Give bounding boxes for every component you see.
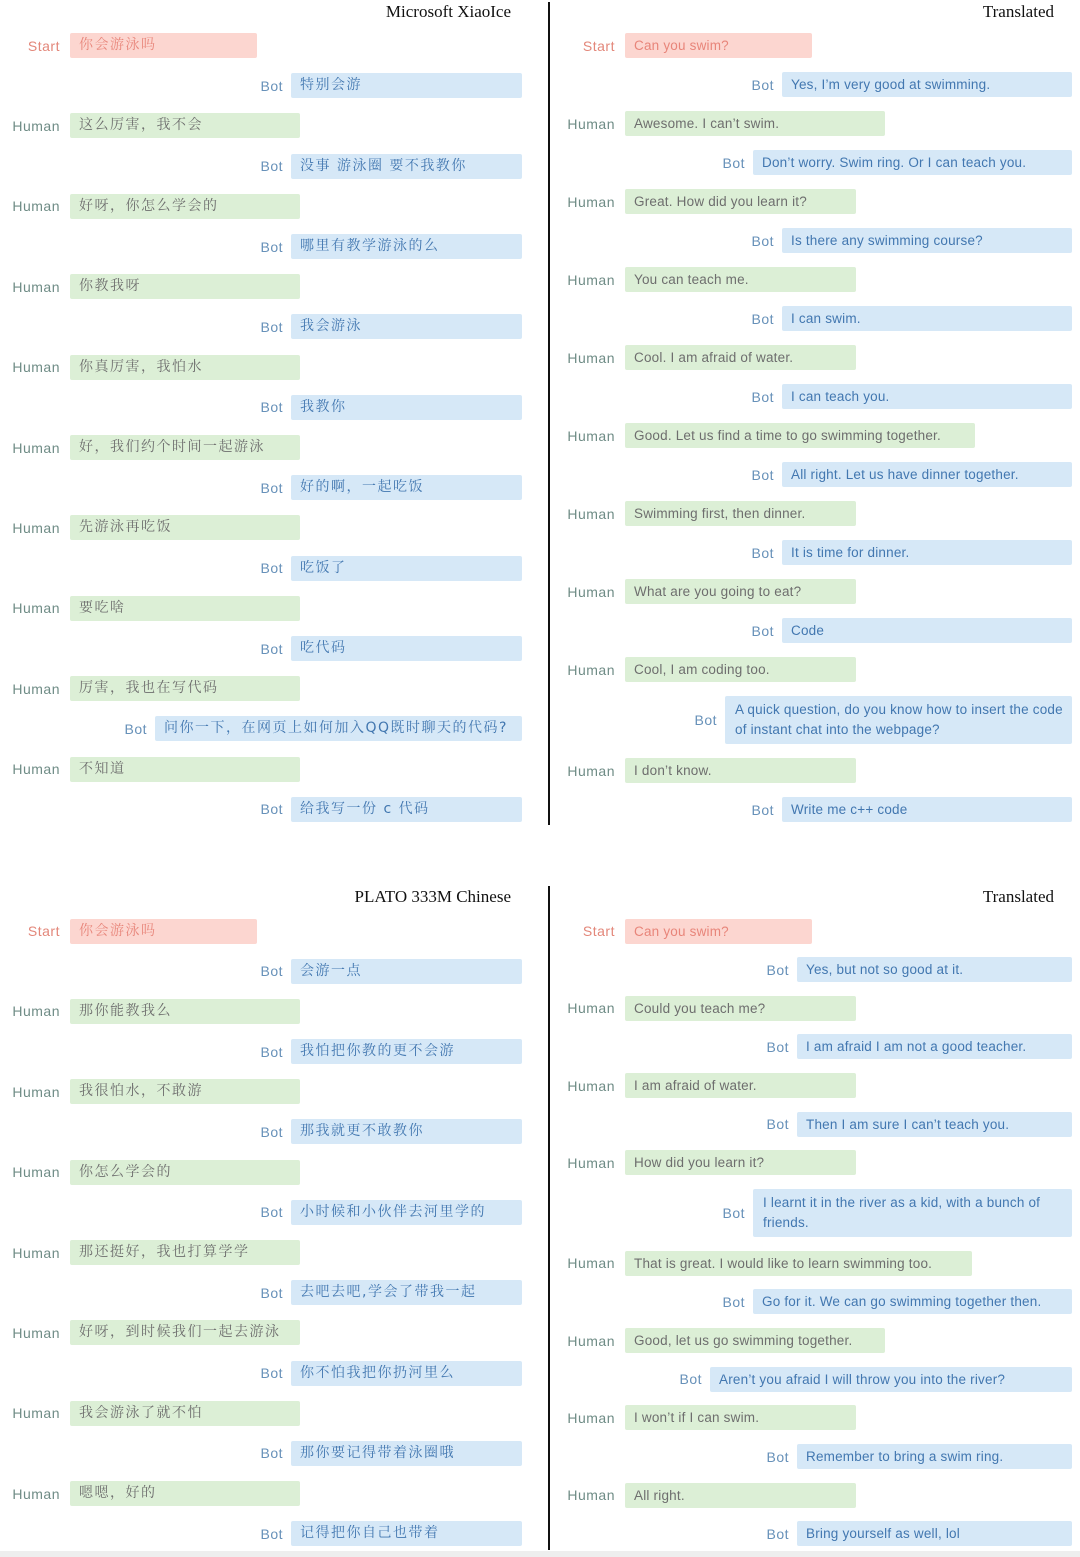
bot-message-row <box>0 797 548 822</box>
human-speaker-label: Human <box>567 1000 615 1017</box>
bot-message-bubble: Is there any swimming course? <box>782 228 1072 253</box>
bot-message-bubble: 特别会游 <box>291 73 522 98</box>
human-message-bubble: 好呀，到时候我们一起去游泳 <box>70 1320 300 1345</box>
dialogue-panel-xiaoice-translated <box>550 0 1080 840</box>
conversation <box>0 33 548 822</box>
human-speaker-label: Human <box>12 1244 60 1261</box>
human-message-bubble: 嗯嗯，好的 <box>70 1481 300 1506</box>
human-message-bubble: Swimming first, then dinner. <box>625 501 856 526</box>
human-message-row <box>550 758 1080 783</box>
human-speaker-label: Human <box>567 583 615 600</box>
human-message-row <box>0 515 548 540</box>
bot-message-row <box>0 1441 548 1466</box>
bot-speaker-label: Bot <box>751 544 774 561</box>
human-message-bubble: You can teach me. <box>625 267 856 292</box>
bot-message-bubble: 我教你 <box>291 395 522 420</box>
human-message-row <box>0 999 548 1024</box>
human-message-bubble: 你真厉害，我怕水 <box>70 355 300 380</box>
bot-speaker-label: Bot <box>260 158 283 175</box>
bot-message-row <box>550 1444 1080 1469</box>
bot-speaker-label: Bot <box>124 720 147 737</box>
bot-speaker-label: Bot <box>722 1205 745 1222</box>
bot-speaker-label: Bot <box>751 388 774 405</box>
bot-message-row <box>0 1119 548 1144</box>
human-message-bubble: 要吃啥 <box>70 596 300 621</box>
bot-message-row <box>550 540 1080 565</box>
dialogue-panel-xiaoice-chinese <box>0 0 548 840</box>
bot-speaker-label: Bot <box>260 1204 283 1221</box>
bot-message-row <box>0 1039 548 1064</box>
human-message-row <box>550 1150 1080 1175</box>
human-message-row <box>550 1328 1080 1353</box>
human-message-bubble: 好，我们约个时间一起游泳 <box>70 435 300 460</box>
bot-message-bubble: A quick question, do you know how to insert the code of instant chat into the webpage? <box>725 696 1072 744</box>
bot-message-row <box>0 234 548 259</box>
human-speaker-label: Human <box>567 1077 615 1094</box>
bot-speaker-label: Bot <box>766 961 789 978</box>
bot-speaker-label: Bot <box>751 466 774 483</box>
panel-title: PLATO 333M Chinese <box>354 887 511 906</box>
panel-title: Microsoft XiaoIce <box>385 2 511 21</box>
human-message-bubble: 你教我呀 <box>70 274 300 299</box>
human-message-bubble: 你怎么学会的 <box>70 1160 300 1185</box>
human-message-row <box>0 1481 548 1506</box>
human-speaker-label: Human <box>12 1083 60 1100</box>
bot-speaker-label: Bot <box>260 801 283 818</box>
human-speaker-label: Human <box>567 505 615 522</box>
bot-message-bubble: 问你一下，在网页上如何加入QQ既时聊天的代码? <box>155 716 522 741</box>
bot-message-row <box>550 797 1080 822</box>
bot-message-bubble: 你不怕我把你扔河里么 <box>291 1361 522 1386</box>
bot-message-bubble: 给我写一份 c 代码 <box>291 797 522 822</box>
human-speaker-label: Human <box>567 115 615 132</box>
bot-message-bubble: Don’t worry. Swim ring. Or I can teach you. <box>753 150 1072 175</box>
human-speaker-label: Human <box>567 762 615 779</box>
panel-title: Translated <box>982 2 1054 21</box>
human-message-bubble: Could you teach me? <box>625 996 856 1021</box>
human-message-bubble: Good. Let us find a time to go swimming together. <box>625 423 975 448</box>
start-message-row <box>0 33 548 58</box>
human-message-bubble: All right. <box>625 1483 856 1508</box>
human-speaker-label: Human <box>567 271 615 288</box>
start-message-row <box>0 919 548 944</box>
bot-message-row <box>0 395 548 420</box>
bot-message-bubble: Write me c++ code <box>782 797 1072 822</box>
human-speaker-label: Human <box>12 1324 60 1341</box>
human-message-row <box>550 657 1080 682</box>
bot-message-row <box>0 959 548 984</box>
human-speaker-label: Human <box>12 1003 60 1020</box>
human-message-bubble: 那还挺好，我也打算学学 <box>70 1240 300 1265</box>
human-message-bubble: I don’t know. <box>625 758 856 783</box>
start-message-row <box>550 33 1080 58</box>
human-message-bubble: 不知道 <box>70 757 300 782</box>
human-message-row <box>550 189 1080 214</box>
human-message-row <box>0 355 548 380</box>
start-message-bubble: 你会游泳吗 <box>70 33 257 58</box>
bot-message-row <box>0 636 548 661</box>
bot-message-row <box>550 1521 1080 1546</box>
bot-message-bubble: 好的啊，一起吃饭 <box>291 475 522 500</box>
bot-message-bubble: Yes, but not so good at it. <box>797 957 1072 982</box>
human-message-row <box>0 1079 548 1104</box>
human-message-row <box>0 1320 548 1345</box>
bot-message-bubble: It is time for dinner. <box>782 540 1072 565</box>
human-message-row <box>550 267 1080 292</box>
start-message-bubble: 你会游泳吗 <box>70 919 257 944</box>
human-speaker-label: Human <box>567 427 615 444</box>
bot-message-bubble: 吃饭了 <box>291 556 522 581</box>
human-message-bubble: How did you learn it? <box>625 1150 856 1175</box>
bot-speaker-label: Bot <box>260 640 283 657</box>
human-message-row <box>0 113 548 138</box>
human-speaker-label: Human <box>567 1409 615 1426</box>
bot-speaker-label: Bot <box>260 1445 283 1462</box>
start-message-bubble: Can you swim? <box>625 33 812 58</box>
bot-speaker-label: Bot <box>751 801 774 818</box>
bot-message-row <box>0 556 548 581</box>
bot-speaker-label: Bot <box>766 1038 789 1055</box>
bot-speaker-label: Bot <box>260 963 283 980</box>
bot-message-row <box>550 72 1080 97</box>
human-message-row <box>550 345 1080 370</box>
human-message-bubble: Awesome. I can’t swim. <box>625 111 885 136</box>
human-message-bubble: That is great. I would like to learn swimming too. <box>625 1251 972 1276</box>
bot-speaker-label: Bot <box>722 154 745 171</box>
bot-message-row <box>0 1280 548 1305</box>
bot-speaker-label: Bot <box>260 560 283 577</box>
human-message-bubble: 先游泳再吃饭 <box>70 515 300 540</box>
bot-speaker-label: Bot <box>260 1525 283 1542</box>
human-speaker-label: Human <box>12 1164 60 1181</box>
bot-speaker-label: Bot <box>751 232 774 249</box>
bot-message-bubble: 哪里有教学游泳的么 <box>291 234 522 259</box>
bot-speaker-label: Bot <box>260 77 283 94</box>
dialogue-panel-plato-translated <box>550 885 1080 1550</box>
human-message-row <box>0 1240 548 1265</box>
bot-message-row <box>550 618 1080 643</box>
bot-speaker-label: Bot <box>751 622 774 639</box>
human-speaker-label: Human <box>12 439 60 456</box>
start-speaker-label: Start <box>27 923 60 939</box>
human-message-bubble: I won’t if I can swim. <box>625 1405 856 1430</box>
start-message-row <box>550 919 1080 944</box>
human-speaker-label: Human <box>12 600 60 617</box>
bot-message-bubble: 会游一点 <box>291 959 522 984</box>
human-message-bubble: I am afraid of water. <box>625 1073 856 1098</box>
bot-message-bubble: 没事 游泳圈 要不我教你 <box>291 154 522 179</box>
human-message-row <box>550 1483 1080 1508</box>
bot-message-bubble: Code <box>782 618 1072 643</box>
bot-message-bubble: I can teach you. <box>782 384 1072 409</box>
human-speaker-label: Human <box>12 198 60 215</box>
human-message-row <box>550 1251 1080 1276</box>
bot-message-bubble: Then I am sure I can’t teach you. <box>797 1112 1072 1137</box>
bot-message-row <box>0 154 548 179</box>
bot-message-bubble: 记得把你自己也带着 <box>291 1521 522 1546</box>
bot-speaker-label: Bot <box>260 399 283 416</box>
bot-message-row <box>0 73 548 98</box>
bot-message-bubble: All right. Let us have dinner together. <box>782 462 1072 487</box>
bot-speaker-label: Bot <box>260 1284 283 1301</box>
human-message-row <box>0 1160 548 1185</box>
bot-message-row <box>550 1367 1080 1392</box>
bot-speaker-label: Bot <box>751 310 774 327</box>
human-message-bubble: 那你能教我么 <box>70 999 300 1024</box>
bot-speaker-label: Bot <box>260 318 283 335</box>
bot-message-bubble: 那我就更不敢教你 <box>291 1119 522 1144</box>
human-message-bubble: 厉害，我也在写代码 <box>70 676 300 701</box>
bot-message-row <box>550 1034 1080 1059</box>
bot-speaker-label: Bot <box>694 712 717 728</box>
human-message-bubble: 我很怕水，不敢游 <box>70 1079 300 1104</box>
bot-message-row <box>550 1289 1080 1314</box>
bot-message-row <box>0 1200 548 1225</box>
bot-message-bubble: Go for it. We can go swimming together then. <box>753 1289 1072 1314</box>
bot-message-bubble: Aren’t you afraid I will throw you into the river? <box>710 1367 1072 1392</box>
human-speaker-label: Human <box>12 519 60 536</box>
bot-speaker-label: Bot <box>679 1371 702 1388</box>
human-message-row <box>0 1401 548 1426</box>
human-message-row <box>550 1073 1080 1098</box>
panel-title: Translated <box>982 887 1054 906</box>
human-message-row <box>0 194 548 219</box>
bot-message-bubble: 小时候和小伙伴去河里学的 <box>291 1200 522 1225</box>
bot-speaker-label: Bot <box>260 479 283 496</box>
human-message-bubble: 这么厉害，我不会 <box>70 113 300 138</box>
bot-speaker-label: Bot <box>751 76 774 93</box>
bot-message-row <box>0 1361 548 1386</box>
human-message-row <box>550 579 1080 604</box>
human-speaker-label: Human <box>12 359 60 376</box>
start-speaker-label: Start <box>582 37 615 54</box>
human-message-row <box>550 501 1080 526</box>
human-message-bubble: Cool, I am coding too. <box>625 657 856 682</box>
start-message-bubble: Can you swim? <box>625 919 812 944</box>
bot-speaker-label: Bot <box>260 1365 283 1382</box>
human-message-row <box>550 1405 1080 1430</box>
human-speaker-label: Human <box>12 1405 60 1422</box>
bot-message-row <box>550 228 1080 253</box>
bot-message-row <box>0 716 548 741</box>
bot-message-row <box>550 696 1080 744</box>
bot-message-bubble: 我会游泳 <box>291 314 522 339</box>
human-message-row <box>0 757 548 782</box>
dialogue-panel-plato-chinese <box>0 885 548 1550</box>
bot-speaker-label: Bot <box>766 1525 789 1542</box>
human-message-bubble: What are you going to eat? <box>625 579 856 604</box>
human-speaker-label: Human <box>567 1487 615 1504</box>
bot-speaker-label: Bot <box>260 1123 283 1140</box>
bot-message-bubble: I am afraid I am not a good teacher. <box>797 1034 1072 1059</box>
bottom-edge <box>0 1551 1080 1557</box>
human-message-row <box>0 676 548 701</box>
human-message-bubble: Great. How did you learn it? <box>625 189 856 214</box>
bot-message-row <box>550 1112 1080 1137</box>
human-speaker-label: Human <box>12 761 60 778</box>
bot-message-row <box>550 1189 1080 1237</box>
bot-message-row <box>550 150 1080 175</box>
human-speaker-label: Human <box>12 1485 60 1502</box>
bot-message-bubble: 我怕把你教的更不会游 <box>291 1039 522 1064</box>
conversation <box>550 33 1080 822</box>
human-message-row <box>550 111 1080 136</box>
bot-message-row <box>0 475 548 500</box>
bot-message-row <box>550 306 1080 331</box>
bot-message-bubble: 吃代码 <box>291 636 522 661</box>
human-message-row <box>550 423 1080 448</box>
bot-message-bubble: 那你要记得带着泳圈哦 <box>291 1441 522 1466</box>
human-speaker-label: Human <box>12 117 60 134</box>
bot-message-bubble: Bring yourself as well, lol <box>797 1521 1072 1546</box>
bot-speaker-label: Bot <box>722 1293 745 1310</box>
human-message-row <box>550 996 1080 1021</box>
human-message-row <box>0 435 548 460</box>
bot-message-bubble: I learnt it in the river as a kid, with a bunch of friends. <box>753 1189 1072 1237</box>
human-speaker-label: Human <box>567 1255 615 1272</box>
human-message-row <box>0 596 548 621</box>
human-speaker-label: Human <box>12 680 60 697</box>
human-speaker-label: Human <box>12 278 60 295</box>
human-speaker-label: Human <box>567 1154 615 1171</box>
bot-speaker-label: Bot <box>260 1043 283 1060</box>
bot-speaker-label: Bot <box>766 1116 789 1133</box>
start-speaker-label: Start <box>27 37 60 54</box>
bot-message-row <box>0 314 548 339</box>
human-message-bubble: Good, let us go swimming together. <box>625 1328 885 1353</box>
human-message-bubble: 我会游泳了就不怕 <box>70 1401 300 1426</box>
bot-speaker-label: Bot <box>766 1448 789 1465</box>
bot-message-bubble: I can swim. <box>782 306 1072 331</box>
bot-message-row <box>0 1521 548 1546</box>
bot-message-bubble: Remember to bring a swim ring. <box>797 1444 1072 1469</box>
start-speaker-label: Start <box>582 923 615 939</box>
bot-message-row <box>550 957 1080 982</box>
bot-message-bubble: Yes, I’m very good at swimming. <box>782 72 1072 97</box>
human-speaker-label: Human <box>567 1332 615 1349</box>
conversation <box>550 919 1080 1547</box>
bot-speaker-label: Bot <box>260 238 283 255</box>
human-speaker-label: Human <box>567 193 615 210</box>
bot-message-row <box>550 462 1080 487</box>
human-speaker-label: Human <box>567 349 615 366</box>
human-message-bubble: Cool. I am afraid of water. <box>625 345 856 370</box>
bot-message-bubble: 去吧去吧,学会了带我一起 <box>291 1280 522 1305</box>
bot-message-row <box>550 384 1080 409</box>
human-message-bubble: 好呀，你怎么学会的 <box>70 194 300 219</box>
human-message-row <box>0 274 548 299</box>
human-speaker-label: Human <box>567 661 615 678</box>
conversation <box>0 919 548 1547</box>
